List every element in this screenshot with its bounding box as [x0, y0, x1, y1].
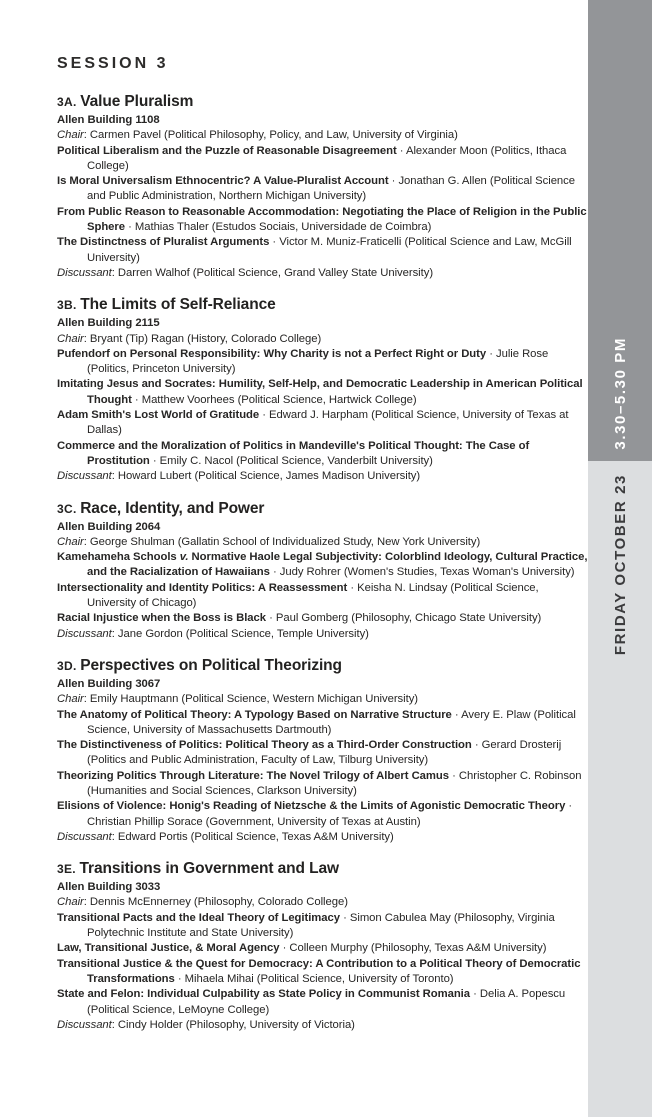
session-room: Allen Building 2115	[57, 317, 160, 330]
session-heading	[57, 296, 589, 314]
paper-author: Keisha N. Lindsay (Political Science, University of Chicago)	[87, 581, 539, 610]
paper-item	[57, 205, 589, 236]
paper-title-italic-part: v.	[179, 551, 189, 564]
paper-title: Transitional Justice & the Quest for Democracy: A Contribution to a Political Theory of Democratic Transformations	[57, 957, 581, 985]
paper-title: Political Liberalism and the Puzzle of Reasonable Disagreement	[57, 144, 397, 157]
session-title: Value Pluralism	[80, 93, 194, 110]
title-author-separator: ·	[451, 708, 462, 721]
paper-item	[57, 769, 589, 800]
paper-item	[57, 550, 589, 581]
session-block	[57, 860, 589, 1033]
session-room: Allen Building 3067	[57, 677, 161, 690]
paper-title: State and Felon: Individual Culpability as State Policy in Communist Romania	[57, 988, 470, 1001]
paper-item	[57, 144, 589, 175]
chair-label: Chair	[57, 896, 84, 909]
paper-item	[57, 235, 589, 266]
discussant-line: Discussant: Darren Walhof (Political Science, Grand Valley State University)	[57, 266, 434, 279]
paper-title: The Anatomy of Political Theory: A Typology Based on Narrative Structure	[57, 708, 452, 721]
session-room: Allen Building 1108	[57, 114, 160, 126]
paper-item	[57, 957, 589, 988]
paper-author: Victor M. Muniz-Fraticelli (Political Science and Law, McGill University)	[87, 236, 572, 264]
session-heading	[57, 93, 589, 111]
session-room: Allen Building 3033	[57, 881, 161, 894]
session-room: Allen Building 2064	[57, 520, 161, 533]
session-heading	[57, 860, 589, 878]
paper-author: Delia A. Popescu (Political Science, LeMoyne College)	[87, 988, 566, 1016]
paper-author: Emily C. Nacol (Political Science, Vanderbilt University)	[159, 454, 433, 467]
session-title: Perspectives on Political Theorizing	[80, 656, 342, 674]
paper-item	[57, 708, 589, 739]
paper-title: Theorizing Politics Through Literature: The Novel Trilogy of Albert Camus	[57, 769, 449, 782]
paper-author: Paul Gomberg (Philosophy, Chicago State University)	[275, 612, 542, 625]
title-author-separator: ·	[259, 409, 270, 422]
paper-author: Julie Rose (Politics, Princeton University)	[87, 347, 549, 376]
discussant-line: Discussant: Edward Portis (Political Science, Texas A&M University)	[57, 830, 394, 843]
discussant-label: Discussant	[57, 830, 112, 843]
paper-title: The Distinctiveness of Politics: Political Theory as a Third-Order Construction	[57, 739, 472, 752]
chair-line: Chair: Dennis McEnnerney (Philosophy, Colorado College)	[57, 896, 348, 909]
title-author-separator: ·	[347, 581, 358, 594]
page-title: SESSION 3	[57, 55, 169, 72]
paper-item	[57, 174, 589, 205]
title-author-separator: ·	[174, 972, 185, 985]
paper-title: Law, Transitional Justice, & Moral Agency	[57, 942, 280, 955]
paper-author: Edward J. Harpham (Political Science, University of Texas at Dallas)	[87, 409, 569, 437]
session-heading	[57, 500, 589, 518]
paper-title: Pufendorf on Personal Responsibility: Why Charity is not a Perfect Right or Duty	[57, 347, 487, 360]
title-author-separator: ·	[565, 800, 573, 813]
paper-title: From Public Reason to Reasonable Accommodation: Negotiating the Place of Religion in the Public Sphere	[57, 205, 587, 234]
paper-item	[57, 439, 589, 470]
session-heading	[57, 657, 589, 675]
session-title: The Limits of Self-Reliance	[80, 296, 276, 314]
session-code: 3E.	[57, 862, 80, 877]
title-author-separator: ·	[449, 769, 459, 782]
paper-title: Elisions of Violence: Honig's Reading of Nietzsche & the Limits of Agonistic Democratic Theory	[57, 800, 566, 813]
paper-item	[57, 738, 589, 769]
chair-label: Chair	[57, 535, 84, 548]
program-content	[57, 55, 589, 1048]
day-label: FRIDAY OCTOBER 23	[611, 474, 629, 656]
session-title: Race, Identity, and Power	[80, 499, 265, 517]
session-block	[57, 500, 589, 642]
chair-label: Chair	[57, 693, 84, 706]
paper-title: Adam Smith's Lost World of Gratitude	[57, 409, 260, 422]
paper-author: Christian Phillip Sorace (Government, University of Texas at Austin)	[87, 815, 421, 828]
discussant-label: Discussant	[57, 470, 112, 483]
paper-item	[57, 347, 589, 378]
discussant-label: Discussant	[57, 1018, 112, 1031]
title-author-separator: ·	[471, 739, 482, 752]
discussant-label: Discussant	[57, 627, 112, 640]
session-title: Transitions in Government and Law	[79, 860, 339, 878]
paper-item	[57, 581, 589, 612]
chair-line: Chair: Bryant (Tip) Ragan (History, Colorado College)	[57, 332, 322, 345]
paper-title: Commerce and the Moralization of Politics in Mandeville's Political Thought: The Case of Prostitution	[57, 439, 530, 467]
title-author-separator: ·	[125, 221, 135, 234]
paper-title: Imitating Jesus and Socrates: Humility, Self-Help, and Democratic Leadership in American Political Thought	[57, 378, 583, 406]
chair-line: Chair: Emily Hauptmann (Political Science, Western Michigan University)	[57, 693, 419, 706]
title-author-separator: ·	[396, 144, 406, 157]
title-author-separator: ·	[149, 454, 160, 467]
paper-author: Christopher C. Robinson (Humanities and Social Sciences, Clarkson University)	[87, 769, 582, 797]
paper-author: Alexander Moon (Politics, Ithaca College)	[87, 144, 567, 172]
title-author-separator: ·	[388, 175, 399, 188]
paper-author: Simon Cabulea May (Philosophy, Virginia Polytechnic Institute and State University)	[87, 911, 555, 940]
session-code: 3B.	[57, 298, 81, 313]
session-code: 3D.	[57, 658, 81, 673]
paper-title: Racial Injustice when the Boss is Black	[57, 612, 267, 625]
discussant-line: Discussant: Howard Lubert (Political Science, James Madison University)	[57, 470, 421, 483]
title-author-separator: ·	[266, 612, 276, 625]
title-author-separator: ·	[279, 942, 290, 955]
discussant-label: Discussant	[57, 266, 112, 279]
paper-item	[57, 911, 589, 942]
title-author-separator: ·	[470, 988, 480, 1001]
title-author-separator: ·	[486, 347, 496, 360]
session-code: 3A.	[57, 95, 81, 109]
session-list	[57, 93, 589, 1033]
title-author-separator: ·	[131, 393, 142, 406]
sidebar-day-band	[588, 461, 652, 1117]
paper-item	[57, 987, 589, 1018]
title-author-separator: ·	[269, 236, 280, 249]
session-code: 3C.	[57, 501, 81, 516]
paper-author: Colleen Murphy (Philosophy, Texas A&M University)	[289, 942, 547, 955]
paper-author: Matthew Voorhees (Political Science, Hartwick College)	[141, 393, 417, 406]
paper-title: Is Moral Universalism Ethnocentric? A Value-Pluralist Account	[57, 175, 389, 188]
paper-title: Intersectionality and Identity Politics: A Reassessment	[57, 581, 348, 594]
paper-item	[57, 799, 589, 830]
chair-label: Chair	[57, 129, 84, 142]
chair-line: Chair: George Shulman (Gallatin School of Individualized Study, New York University)	[57, 535, 481, 548]
session-block	[57, 657, 589, 845]
paper-author: Gerard Drosterij (Politics and Public Administration, Faculty of Law, Tilburg University)	[87, 739, 562, 767]
discussant-line: Discussant: Jane Gordon (Political Science, Temple University)	[57, 627, 369, 640]
paper-title: The Distinctness of Pluralist Arguments	[57, 236, 270, 249]
paper-item	[57, 611, 589, 626]
sidebar-time-band	[588, 0, 652, 461]
paper-author: Judy Rohrer (Women's Studies, Texas Woman's University)	[279, 566, 575, 579]
paper-item	[57, 941, 589, 956]
paper-author: Jonathan G. Allen (Political Science and Public Administration, Northern Michigan University)	[87, 175, 575, 203]
paper-title-part: Kamehameha Schools	[57, 551, 180, 564]
session-block	[57, 93, 589, 281]
paper-author: Mihaela Mihai (Political Science, University of Toronto)	[184, 972, 454, 985]
paper-author: Mathias Thaler (Estudos Sociais, Universidade de Coimbra)	[134, 221, 432, 234]
session-block	[57, 296, 589, 484]
chair-label: Chair	[57, 332, 84, 345]
paper-item	[57, 408, 589, 439]
title-author-separator: ·	[269, 566, 280, 579]
paper-title: Transitional Pacts and the Ideal Theory of Legitimacy	[57, 911, 340, 924]
paper-item	[57, 377, 589, 408]
title-author-separator: ·	[339, 911, 350, 924]
time-label: 3.30–5.30 PM	[611, 337, 629, 450]
paper-author: Avery E. Plaw (Political Science, University of Massachusetts Dartmouth)	[87, 708, 576, 736]
discussant-line: Discussant: Cindy Holder (Philosophy, University of Victoria)	[57, 1018, 355, 1031]
paper-title-part: Normative Haole Legal Subjectivity: Colorblind Ideology, Cultural Practice, and the Racialization of Hawaiians	[87, 551, 588, 579]
chair-line: Chair: Carmen Pavel (Political Philosophy, Policy, and Law, University of Virginia)	[57, 129, 458, 142]
